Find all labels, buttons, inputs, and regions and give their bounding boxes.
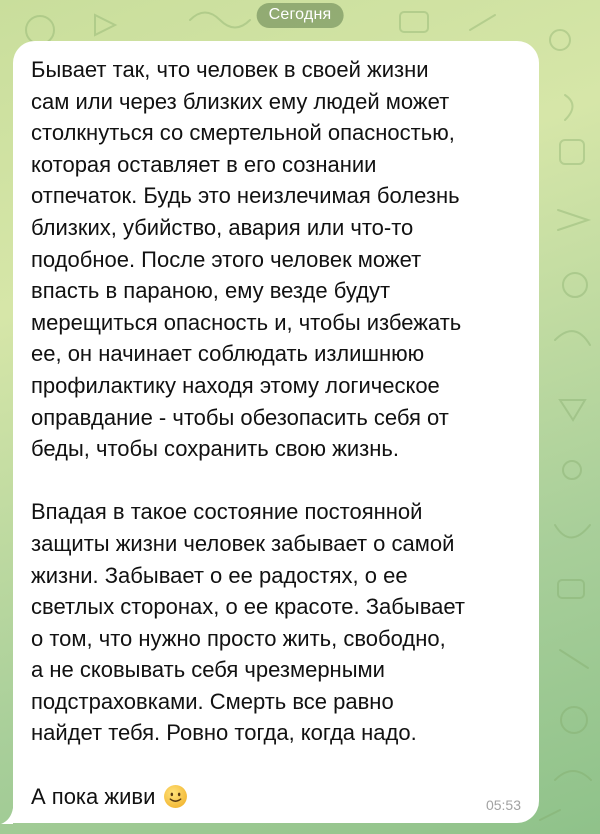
message-closing-text: А пока живи [31,783,156,809]
message-timestamp: 05:53 [485,797,521,813]
message-paragraph-2: Впадая в такое состояние постоянной защиты жизни человек забывает о самой жизни. Забывает о ее радостях, о ее светлых сторонах, о ее красоте. Забывает о том, что нужно просто жить, свободно, а не сковывать себя чрезмерными подстраховками. Смерть все равно найдет тебя. Ровно тогда, когда надо. [31,499,465,746]
date-separator: Сегодня [257,3,344,28]
message-closing-line [31,781,523,813]
message-bubble[interactable] [13,41,539,823]
message-paragraph-1: Бывает так, что человек в своей жизни сам или через близких ему людей может столкнуться со смертельной опасностью, которая оставляет в его сознании отпечаток. Будь это неизлечимая болезнь близких, убийство, авария или что-то подобное. После этого человек может впасть в параною, ему везде будут мерещиться опасность и, чтобы избежать ее, он начинает соблюдать излишнюю профилактику находя этому логическое оправдание - чтобы обезопасить себя от беды, чтобы сохранить свою жизнь. [31,57,462,462]
slightly-smiling-face-icon [163,784,188,809]
